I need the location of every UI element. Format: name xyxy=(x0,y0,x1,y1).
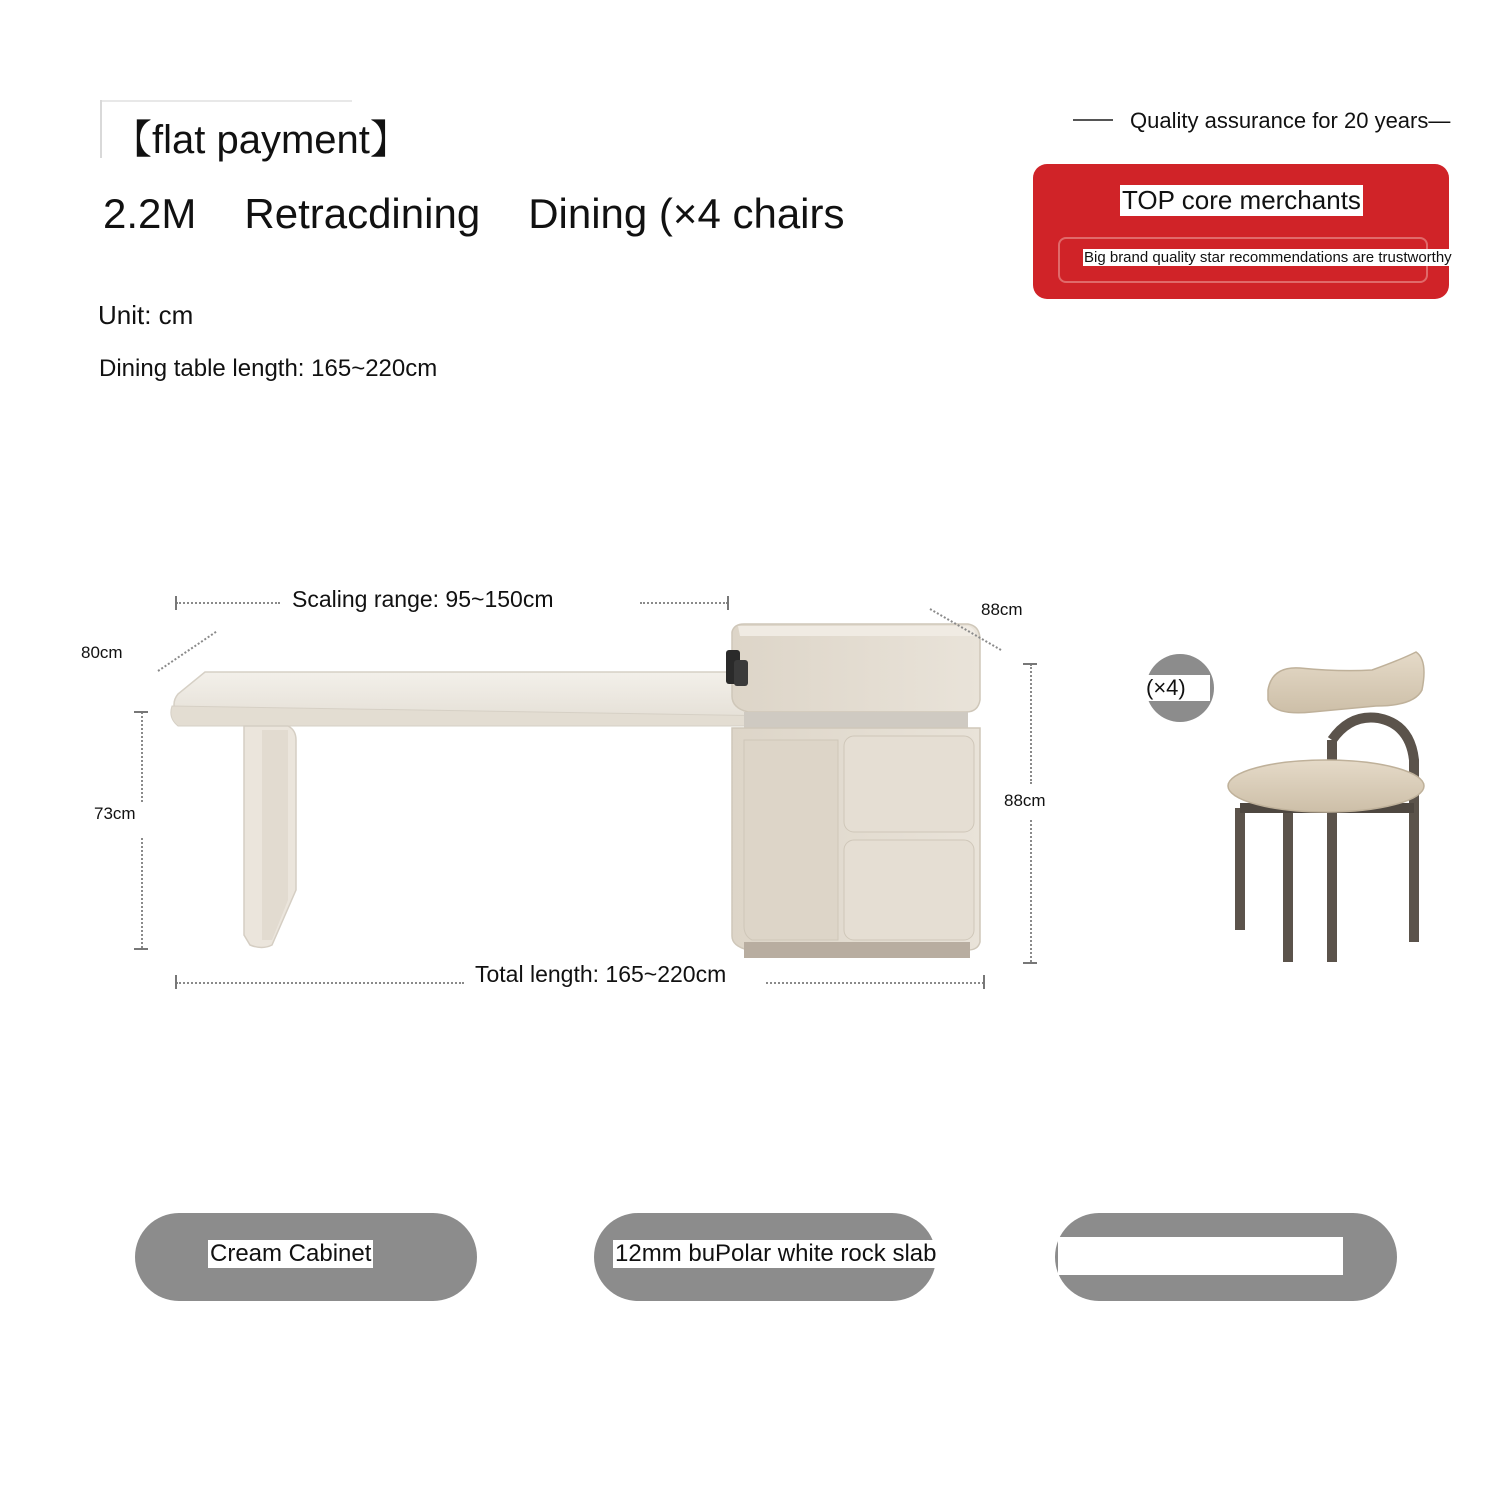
dim-tick xyxy=(175,596,177,610)
product-set: Dining (×4 chairs xyxy=(528,190,845,237)
product-name: Retracdining xyxy=(244,190,481,237)
dim-tick xyxy=(1023,663,1037,665)
height-cabinet-label: 88cm xyxy=(1004,791,1046,810)
cabinet xyxy=(726,624,980,958)
feature-label-slab: 12mm buPolar white rock slab xyxy=(615,1240,937,1267)
depth-table-label: 80cm xyxy=(81,643,123,662)
height-cabinet-dim-line-top xyxy=(1030,664,1032,784)
chair-count-label: (×4) xyxy=(1146,675,1210,701)
table-length-label: Dining table length: 165~220cm xyxy=(99,355,438,382)
dim-tick xyxy=(727,596,729,610)
total-length-label: Total length: 165~220cm xyxy=(475,961,727,987)
height-cabinet-dim-line-bottom xyxy=(1030,820,1032,962)
depth-cabinet-label: 88cm xyxy=(981,600,1023,619)
total-length-dim-line-right xyxy=(766,982,984,984)
scaling-range-label: Scaling range: 95~150cm xyxy=(292,586,554,612)
dining-table xyxy=(171,672,782,948)
dim-tick xyxy=(983,975,985,989)
title-flat-payment: 【flat payment】 xyxy=(112,118,410,162)
badge-subtitle: Big brand quality star recommendations are trustworthy xyxy=(1084,249,1452,266)
scaling-dim-line-right xyxy=(640,602,728,604)
height-table-label: 73cm xyxy=(94,804,136,823)
height-table-dim-line-top xyxy=(141,712,143,802)
feature-label-cabinet: Cream Cabinet xyxy=(210,1240,372,1267)
dim-tick xyxy=(134,948,148,950)
scaling-dim-line-left xyxy=(176,602,280,604)
height-table-dim-line-bottom xyxy=(141,838,143,948)
product-size: 2.2M xyxy=(103,190,197,237)
feature-label-third xyxy=(1058,1237,1343,1275)
quality-assurance-text: Quality assurance for 20 years— xyxy=(1130,108,1451,133)
unit-label: Unit: cm xyxy=(98,300,194,330)
dim-tick xyxy=(1023,962,1037,964)
total-length-dim-line-left xyxy=(176,982,464,984)
badge-title: TOP core merchants xyxy=(1122,185,1361,215)
dim-tick xyxy=(134,711,148,713)
dim-tick xyxy=(175,975,177,989)
